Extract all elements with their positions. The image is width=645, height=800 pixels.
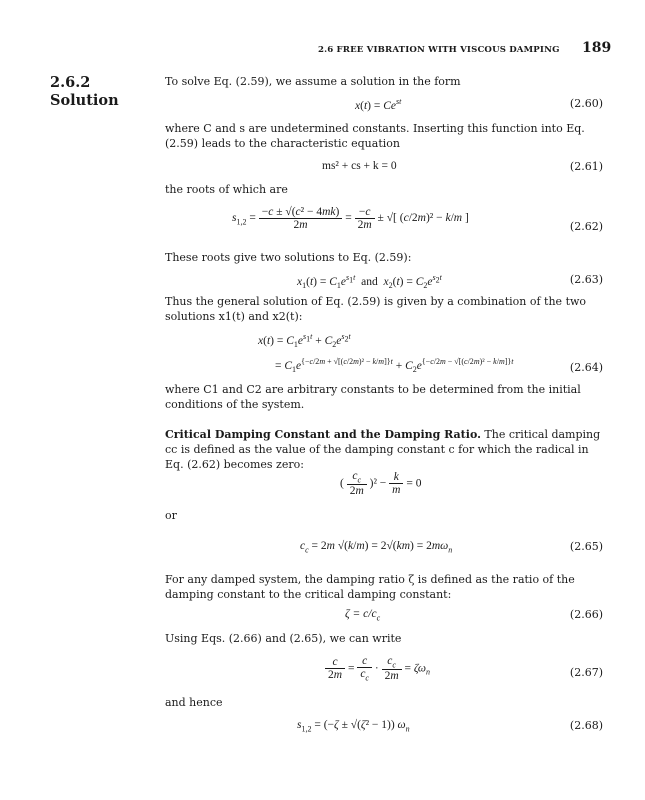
equation-2-61: ms² + cs + k = 0 (322, 160, 397, 172)
equation-critical-damping: ( $\frac{c_c}{2m}$ )² − $\frac{k}{m}$ = 0 (340, 470, 422, 498)
section-title: Solution (50, 92, 119, 109)
and-word: and (361, 275, 378, 288)
equation-2-66: $\zeta = c/c_c$ (345, 608, 381, 623)
page-number: 189 (582, 40, 612, 56)
equation-2-64-line2: = $C_1e^{\{-c/2m + √[(c/2m)^2 - k/m]\}t} + C_2e^{\{-c/2m - √[(c/2m)^2 - k/m]\}t}$ (275, 357, 514, 375)
paragraph-7 (165, 427, 605, 472)
equation-2-63: $x_1(t) = C_1e^{s_1t}$ and $x_2(t) = C_2e^{s_2t}$ (297, 273, 442, 291)
eq-number-2-66: (2.66) (569, 608, 603, 621)
equation-2-68: $s_{1,2} = (-\zeta \pm √(\zeta^2 - 1))$ $\omega_n$ (297, 719, 410, 734)
eq-number-2-60: (2.60) (569, 97, 603, 110)
paragraph-6: where C1 and C2 are arbitrary constants to be determined from the initial conditions of the system. (165, 383, 581, 411)
paragraph-3: the roots of which are (165, 183, 288, 196)
paragraph-4: These roots give two solutions to Eq. (2.59): (165, 251, 412, 264)
paragraph-1: To solve Eq. (2.59), we assume a solution in the form (165, 75, 461, 88)
paragraph-2: where C and s are undetermined constants. Inserting this function into Eq. (2.59) leads to the characteristic equation (165, 122, 585, 150)
paragraph-7-text: The critical damping cc is defined as the value of the damping constant c for which the radical in Eq. (2.62) becomes zero: (165, 428, 601, 471)
paragraph-5: Thus the general solution of Eq. (2.59) is given by a combination of the two solutions x1(t) and x2(t): (165, 295, 587, 323)
header-title: 2.6 FREE VIBRATION WITH VISCOUS DAMPING (318, 45, 560, 55)
eq-number-2-62: (2.62) (569, 220, 603, 233)
equation-2-65: $c_c = 2m$ $√(k/m) = 2√(km) = 2m\omega_n$ (300, 540, 453, 555)
eq-number-2-65: (2.65) (569, 540, 603, 553)
paragraph-10: and hence (165, 696, 223, 709)
equation-2-67: $\frac{c}{2m}$ = $\frac{c}{c_c}$ · $\frac{c_c}{2m}$ = $\zeta\omega_n$ (325, 655, 430, 682)
eq66-text: ζ = c/c (345, 608, 377, 620)
subsection-heading: Critical Damping Constant and the Damping Ratio. (165, 428, 481, 441)
paragraph-9: Using Eqs. (2.66) and (2.65), we can write (165, 632, 402, 645)
eq-number-2-61: (2.61) (569, 160, 603, 173)
eq-number-2-64: (2.64) (569, 361, 603, 374)
section-number: 2.6.2 (50, 74, 91, 91)
eq-number-2-63: (2.63) (569, 273, 603, 286)
paragraph-8: For any damped system, the damping ratio ζ is defined as the ratio of the damping constant to the critical damping constant: (165, 573, 575, 601)
or-word: or (165, 509, 177, 522)
equation-2-62: $s_{1,2}$ = $\frac{\text{−c ± √(c² − 4mk)}}{2m}$ = $\frac{-c}{2m}$ ± √[ (c/2m)² − k/m ] (232, 206, 469, 231)
equation-2-60: $x(t) = Ce^{st}$ (355, 97, 402, 112)
eq-number-2-68: (2.68) (569, 719, 603, 732)
eq-number-2-67: (2.67) (569, 666, 603, 679)
equation-2-64-line1: $x(t) = C_1e^{s_1t} + C_2e^{s_2t}$ (258, 332, 351, 350)
